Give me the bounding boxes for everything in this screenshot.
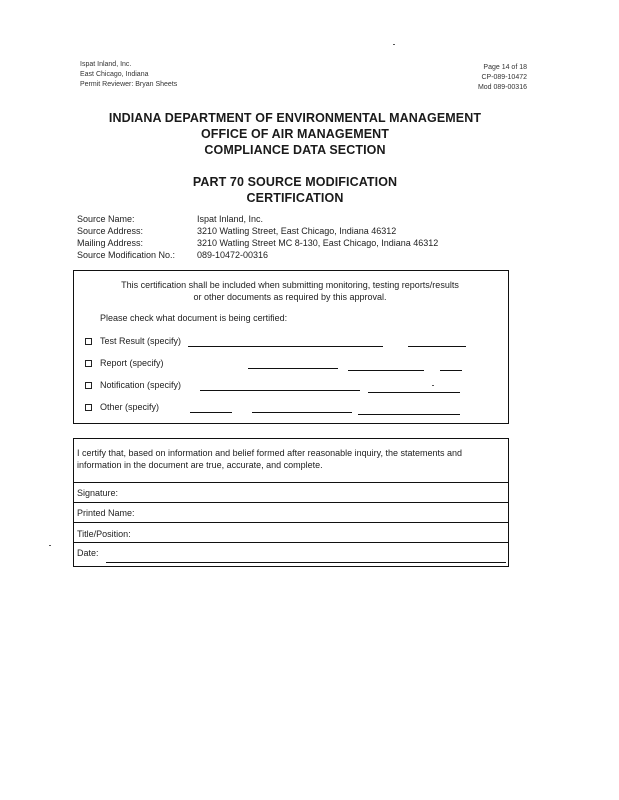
title-department: INDIANA DEPARTMENT OF ENVIRONMENTAL MANAGEMENT: [108, 111, 482, 125]
header-location: East Chicago, Indiana: [80, 71, 149, 78]
cert-note-line2: or other documents as required by this approval.: [193, 292, 387, 302]
source-address-label: Source Address:: [77, 226, 144, 236]
source-name-label: Source Name:: [77, 214, 135, 224]
other-line-1[interactable]: [190, 412, 232, 413]
header-mod-number: Mod 089-00316: [477, 84, 527, 91]
report-line-2[interactable]: [348, 370, 424, 371]
title-office: OFFICE OF AIR MANAGEMENT: [200, 127, 390, 141]
report-checkbox[interactable]: [85, 360, 92, 367]
title-position-line[interactable]: [73, 542, 508, 543]
source-name-value: Ispat Inland, Inc.: [197, 214, 264, 224]
mailing-address-label: Mailing Address:: [77, 238, 144, 248]
date-line[interactable]: [106, 562, 506, 563]
test-result-line-2[interactable]: [408, 346, 466, 347]
report-line-1[interactable]: [248, 368, 338, 369]
printed-name-line[interactable]: [73, 522, 508, 523]
scan-speck: [49, 545, 51, 546]
header-company: Ispat Inland, Inc.: [80, 61, 132, 68]
subtitle-certification: CERTIFICATION: [246, 191, 344, 205]
cert-note-line1: This certification shall be included when submitting monitoring, testing reports/results: [121, 280, 459, 290]
report-line-3[interactable]: [440, 370, 462, 371]
header-permit-number: CP-089-10472: [481, 74, 527, 81]
check-prompt: Please check what document is being certified:: [100, 313, 288, 323]
notification-label: Notification (specify): [100, 380, 182, 390]
other-checkbox[interactable]: [85, 404, 92, 411]
certify-line2: information in the document are true, accurate, and complete.: [77, 460, 323, 470]
certify-line1: I certify that, based on information and belief formed after reasonable inquiry, the statements and: [77, 448, 463, 458]
header-reviewer: Permit Reviewer: Bryan Sheets: [80, 81, 178, 88]
signature-label: Signature:: [77, 488, 119, 498]
test-result-checkbox[interactable]: [85, 338, 92, 345]
subtitle-part70: PART 70 SOURCE MODIFICATION: [192, 175, 398, 189]
mailing-address-value: 3210 Watling Street MC 8-130, East Chicago, Indiana 46312: [197, 238, 439, 248]
header-page-number: Page 14 of 18: [483, 64, 527, 71]
test-result-line[interactable]: [188, 346, 383, 347]
printed-name-label: Printed Name:: [77, 508, 135, 518]
report-label: Report (specify): [100, 358, 164, 368]
certify-divider: [73, 482, 508, 483]
source-address-value: 3210 Watling Street, East Chicago, Indiana 46312: [197, 226, 397, 236]
title-position-label: Title/Position:: [77, 529, 131, 539]
scan-speck: [432, 385, 434, 386]
other-line-3[interactable]: [358, 414, 460, 415]
modification-no-label: Source Modification No.:: [77, 250, 176, 260]
notification-checkbox[interactable]: [85, 382, 92, 389]
date-label: Date:: [77, 548, 99, 558]
other-line-2[interactable]: [252, 412, 352, 413]
scan-speck: [393, 44, 395, 45]
notification-line-1[interactable]: [200, 390, 360, 391]
modification-no-value: 089-10472-00316: [197, 250, 269, 260]
title-section: COMPLIANCE DATA SECTION: [204, 143, 386, 157]
test-result-label: Test Result (specify): [100, 336, 182, 346]
signature-line[interactable]: [73, 502, 508, 503]
other-label: Other (specify): [100, 402, 160, 412]
notification-line-2[interactable]: [368, 392, 460, 393]
